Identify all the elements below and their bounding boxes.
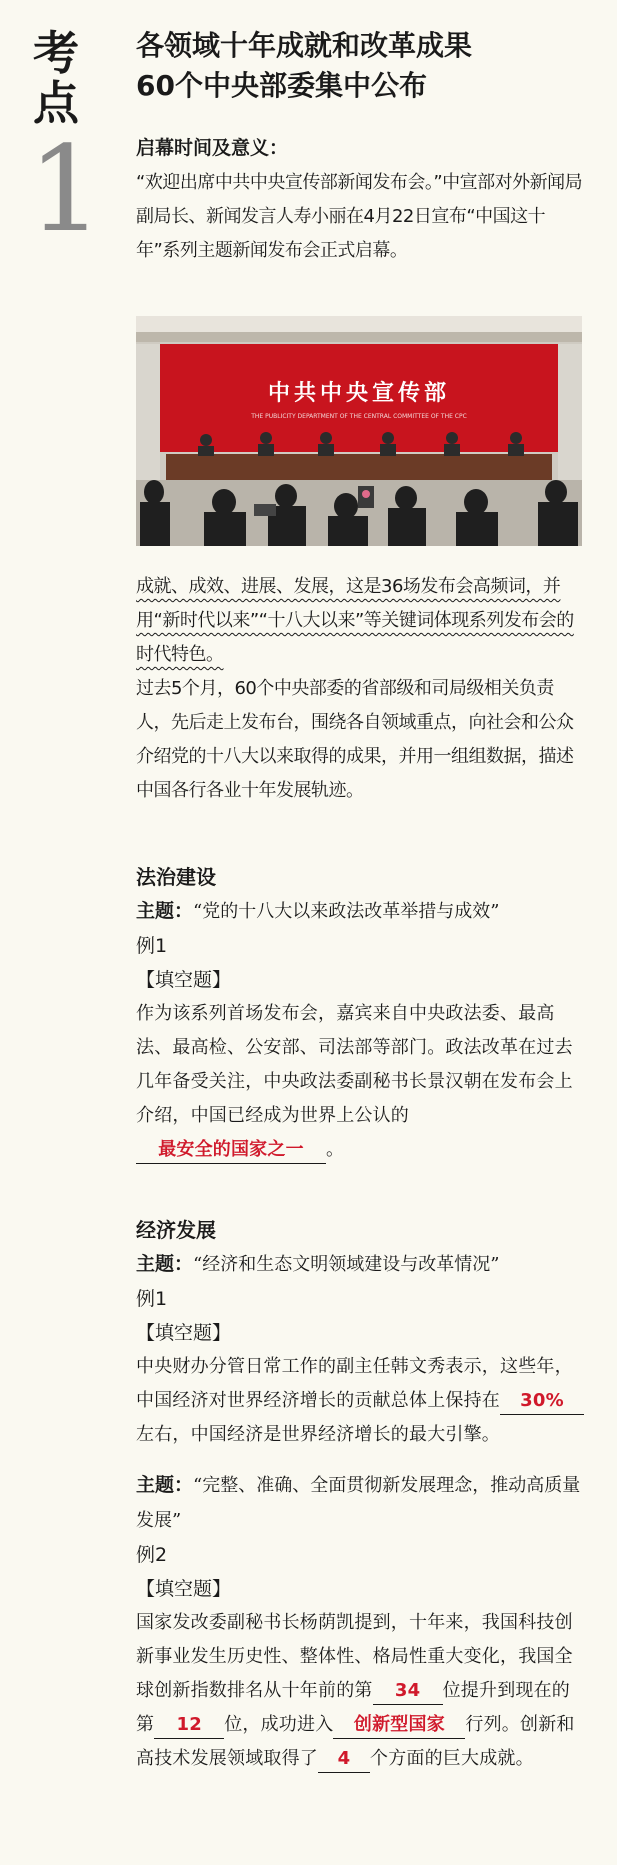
theme-text: “党的十八大以来政法改革举措与成效”	[193, 901, 500, 922]
question-text-3: 位，成功进入	[224, 1714, 334, 1735]
press-conference-photo	[136, 316, 582, 546]
answer-blank: 最安全的国家之一	[136, 1137, 326, 1164]
question-text-4: 行列。创新和高技术发展领域取得了	[136, 1714, 575, 1769]
banner-subtitle: THE PUBLICITY DEPARTMENT OF THE CENTRAL COMMITTEE OF THE CPC	[251, 413, 467, 420]
answer-blank-3: 创新型国家	[333, 1712, 465, 1739]
theme-label: 主题：	[136, 1474, 194, 1496]
question-text-2: 位提升到现在的第	[136, 1680, 571, 1735]
intro-kicker: 启幕时间及意义：	[136, 137, 289, 159]
law-section	[136, 860, 588, 1167]
theme-label: 主题：	[136, 1253, 194, 1275]
point-number: 1	[28, 120, 104, 258]
intro-text: “欢迎出席中共中央宣传部新闻发布会。”中宣部对外新闻局副局长、新闻发言人寿小丽在4月22日宣布“中国这十年”系列主题新闻发布会正式启幕。	[136, 172, 583, 261]
question-text: 中央财办分管日常工作的副主任韩文秀表示，这些年，中国经济对世界经济增长的贡献总体上保持在	[136, 1356, 573, 1411]
question-text: 国家发改委副秘书长杨荫凯提到，十年来，我国科技创新事业发生历史性、整体性、格局性重大变化，我国全球创新指数排名从十年前的第	[136, 1612, 573, 1701]
sidebar	[28, 26, 108, 258]
answer-blank: 30%	[500, 1388, 584, 1415]
economy-q1-theme	[136, 1247, 588, 1282]
economy-title: 经济发展	[136, 1218, 216, 1242]
law-question-type: 【填空题】	[136, 969, 232, 991]
question-text-end: 。	[326, 1139, 345, 1160]
economy-q1-example: 例1	[136, 1288, 168, 1310]
headline-line1: 各领域十年成就和改革成果	[136, 29, 473, 62]
economy-section	[136, 1213, 588, 1776]
economy-q2-question	[136, 1606, 588, 1776]
economy-q1-type: 【填空题】	[136, 1322, 232, 1344]
economy-q2-type: 【填空题】	[136, 1578, 232, 1600]
summary-text: 过去5个月，60个中央部委的省部级和司局级相关负责人，先后走上发布台，围绕各自领域重点，向社会和公众介绍党的十八大以来取得的成果，并用一组组数据，描述中国各行各业十年发展轨迹。	[136, 678, 574, 801]
summary-highlight: 成就、成效、进展、发展，这是36场发布会高频词，并用“新时代以来”“十八大以来”等关键词体现系列发布会的时代特色。	[136, 576, 574, 665]
economy-q1-question	[136, 1350, 588, 1452]
theme-text: “经济和生态文明领域建设与改革情况”	[193, 1254, 500, 1275]
economy-q2-example: 例2	[136, 1544, 168, 1566]
theme-text: “完整、准确、全面贯彻新发展理念，推动高质量发展”	[136, 1475, 581, 1531]
question-text-5: 个方面的巨大成就。	[370, 1748, 534, 1769]
law-title: 法治建设	[136, 865, 216, 889]
law-question	[136, 997, 588, 1167]
kaodian-label: 考点	[33, 26, 79, 130]
press-conference-illustration	[136, 316, 582, 546]
law-theme	[136, 894, 588, 929]
law-example: 例1	[136, 935, 168, 957]
answer-blank-1: 34	[373, 1678, 443, 1705]
headline-line2: 60个中央部委集中公布	[136, 69, 427, 102]
question-text-end: 左右，中国经济是世界经济增长的最大引擎。	[136, 1424, 500, 1445]
answer-blank-4: 4	[318, 1746, 370, 1773]
answer-blank-2: 12	[154, 1712, 224, 1739]
theme-label: 主题：	[136, 900, 194, 922]
header	[136, 26, 586, 268]
question-text: 作为该系列首场发布会，嘉宾来自中央政法委、最高法、最高检、公安部、司法部等部门。政法改革在过去几年备受关注，中央政法委副秘书长景汉朝在发布会上介绍，中国已经成为世界上公认的	[136, 1003, 573, 1126]
banner-title: 中共中央宣传部	[267, 381, 451, 406]
summary	[136, 570, 586, 808]
speaker-desk	[166, 454, 552, 480]
economy-q2-theme	[136, 1468, 588, 1538]
